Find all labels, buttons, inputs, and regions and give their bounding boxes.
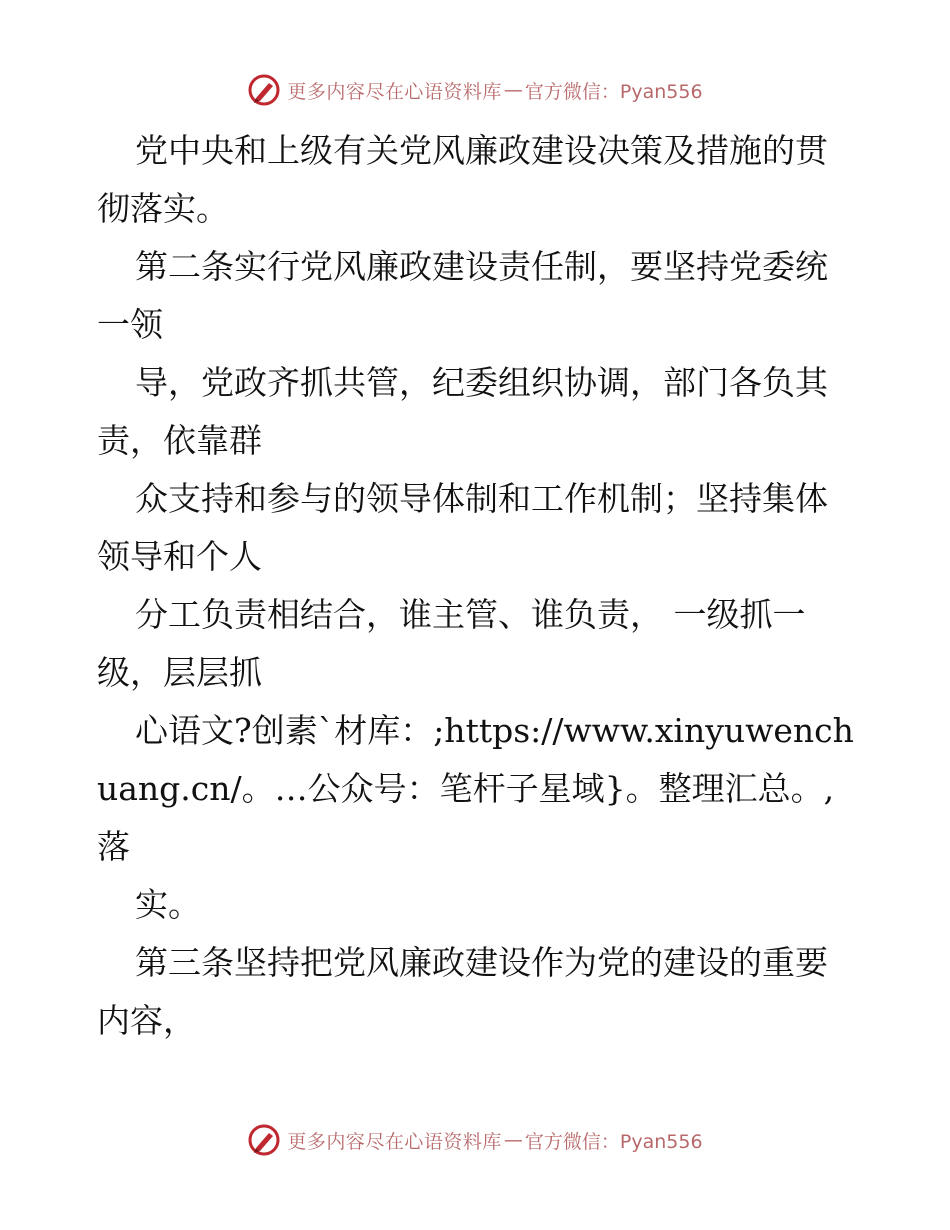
document-body — [97, 122, 857, 1050]
banner-separator: — — [503, 1129, 523, 1151]
footer-banner — [0, 1120, 950, 1160]
pen-logo-icon — [247, 1123, 281, 1157]
paragraph: 第三条坚持把党风廉政建设作为党的建设的重要内容， — [97, 943, 828, 1040]
paragraph: 实。 — [135, 885, 201, 924]
paragraph: 党中央和上级有关党风廉政建设决策及措施的贯彻落实。 — [97, 131, 828, 228]
banner-wechat: 官方微信：Pyan556 — [524, 1130, 703, 1153]
pen-logo-icon — [247, 73, 281, 107]
banner-text: 更多内容尽在心语资料库 — [287, 1130, 502, 1153]
paragraph: 导，党政齐抓共管，纪委组织协调，部门各负其责，依靠群 — [97, 363, 828, 460]
banner-text: 更多内容尽在心语资料库 — [287, 80, 502, 103]
paragraph: 第二条实行党风廉政建设责任制，要坚持党委统一领 — [97, 247, 828, 344]
paragraph: 众支持和参与的领导体制和工作机制；坚持集体领导和个人 — [97, 479, 828, 576]
banner-separator: — — [503, 79, 523, 101]
banner-wechat: 官方微信：Pyan556 — [524, 80, 703, 103]
paragraph: 分工负责相结合，谁主管、谁负责， 一级抓一级，层层抓 — [97, 595, 806, 692]
header-banner — [0, 70, 950, 110]
paragraph: 心语文?创素`材库：;https://www.xinyuwenchuang.cn/。…公众号：笔杆子星域}。整理汇总。,落 — [97, 711, 854, 866]
